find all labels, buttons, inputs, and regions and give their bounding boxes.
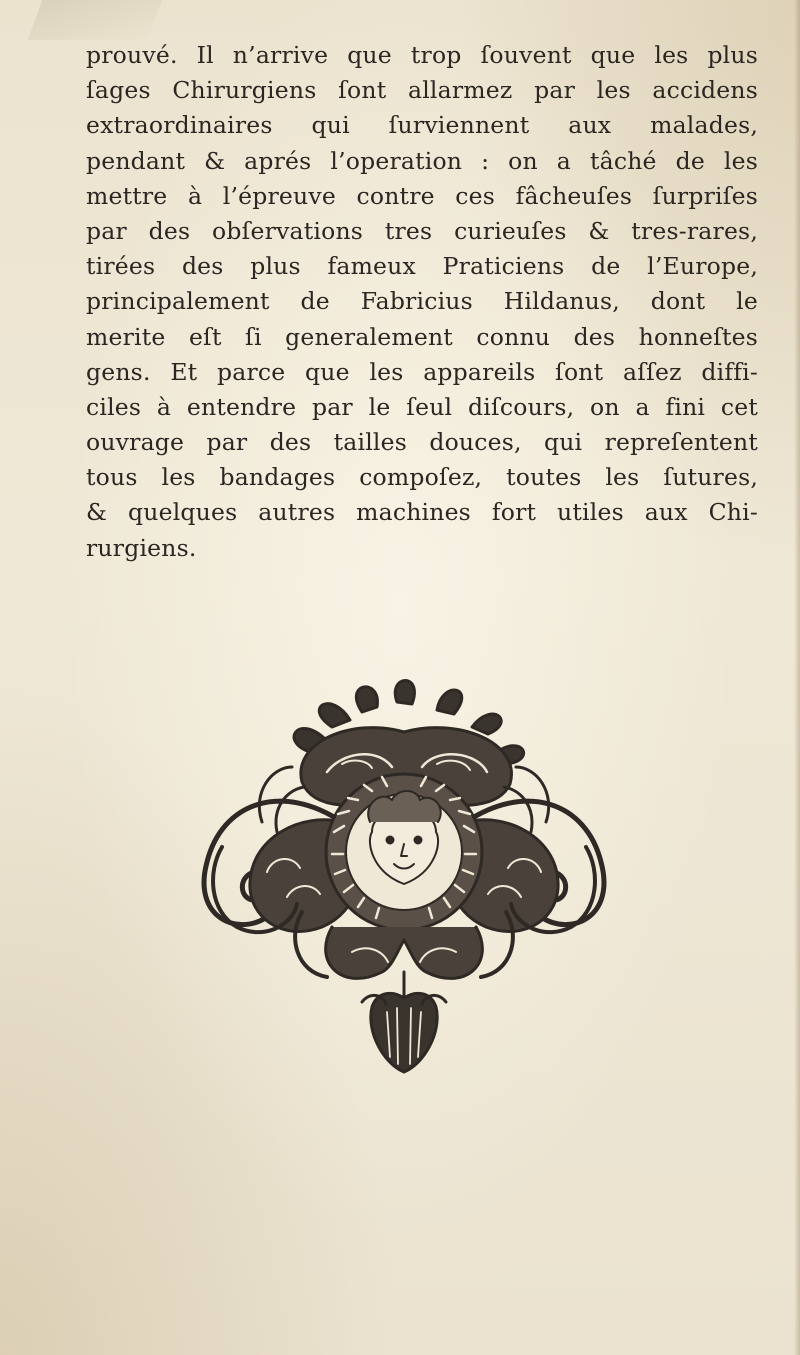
text-line: tous les bandages compoſez, toutes les ſutures, [86, 463, 758, 492]
text-line: mettre à l’épreuve contre ces fâcheuſes ſurpriſes [86, 181, 758, 210]
body-text [86, 38, 758, 566]
page-edge-shadow [794, 0, 800, 1355]
text-line: ouvrage par des tailles douces, qui repreſentent [86, 428, 758, 457]
text-line: pendant & aprés l’operation : on a tâché de les [86, 146, 758, 175]
floral-fleuron-icon [192, 672, 616, 1076]
text-line: merite eſt ſi generalement connu des honneſtes [86, 322, 758, 351]
text-line: & quelques autres machines fort utiles aux Chi- [86, 498, 758, 527]
text-line: tirées des plus fameux Praticiens de l’Europe, [86, 252, 758, 281]
text-line: extraordinaires qui ſurviennent aux malades, [86, 111, 758, 140]
text-line: gens. Et parce que les appareils ſont aſſez diffi- [86, 357, 758, 386]
text-line: par des obſervations tres curieuſes & tres-rares, [86, 216, 758, 245]
text-line: ciles à entendre par le ſeul diſcours, on a fini cet [86, 392, 758, 421]
page-fold-shadow [28, 0, 163, 40]
text-line: principalement de Fabricius Hildanus, dont le [86, 287, 758, 316]
text-line: rurgiens. [86, 533, 197, 562]
text-line: prouvé. Il n’arrive que trop ſouvent que les plus [86, 41, 758, 69]
text-line: ſages Chirurgiens ſont allarmez par les accidens [86, 76, 758, 105]
